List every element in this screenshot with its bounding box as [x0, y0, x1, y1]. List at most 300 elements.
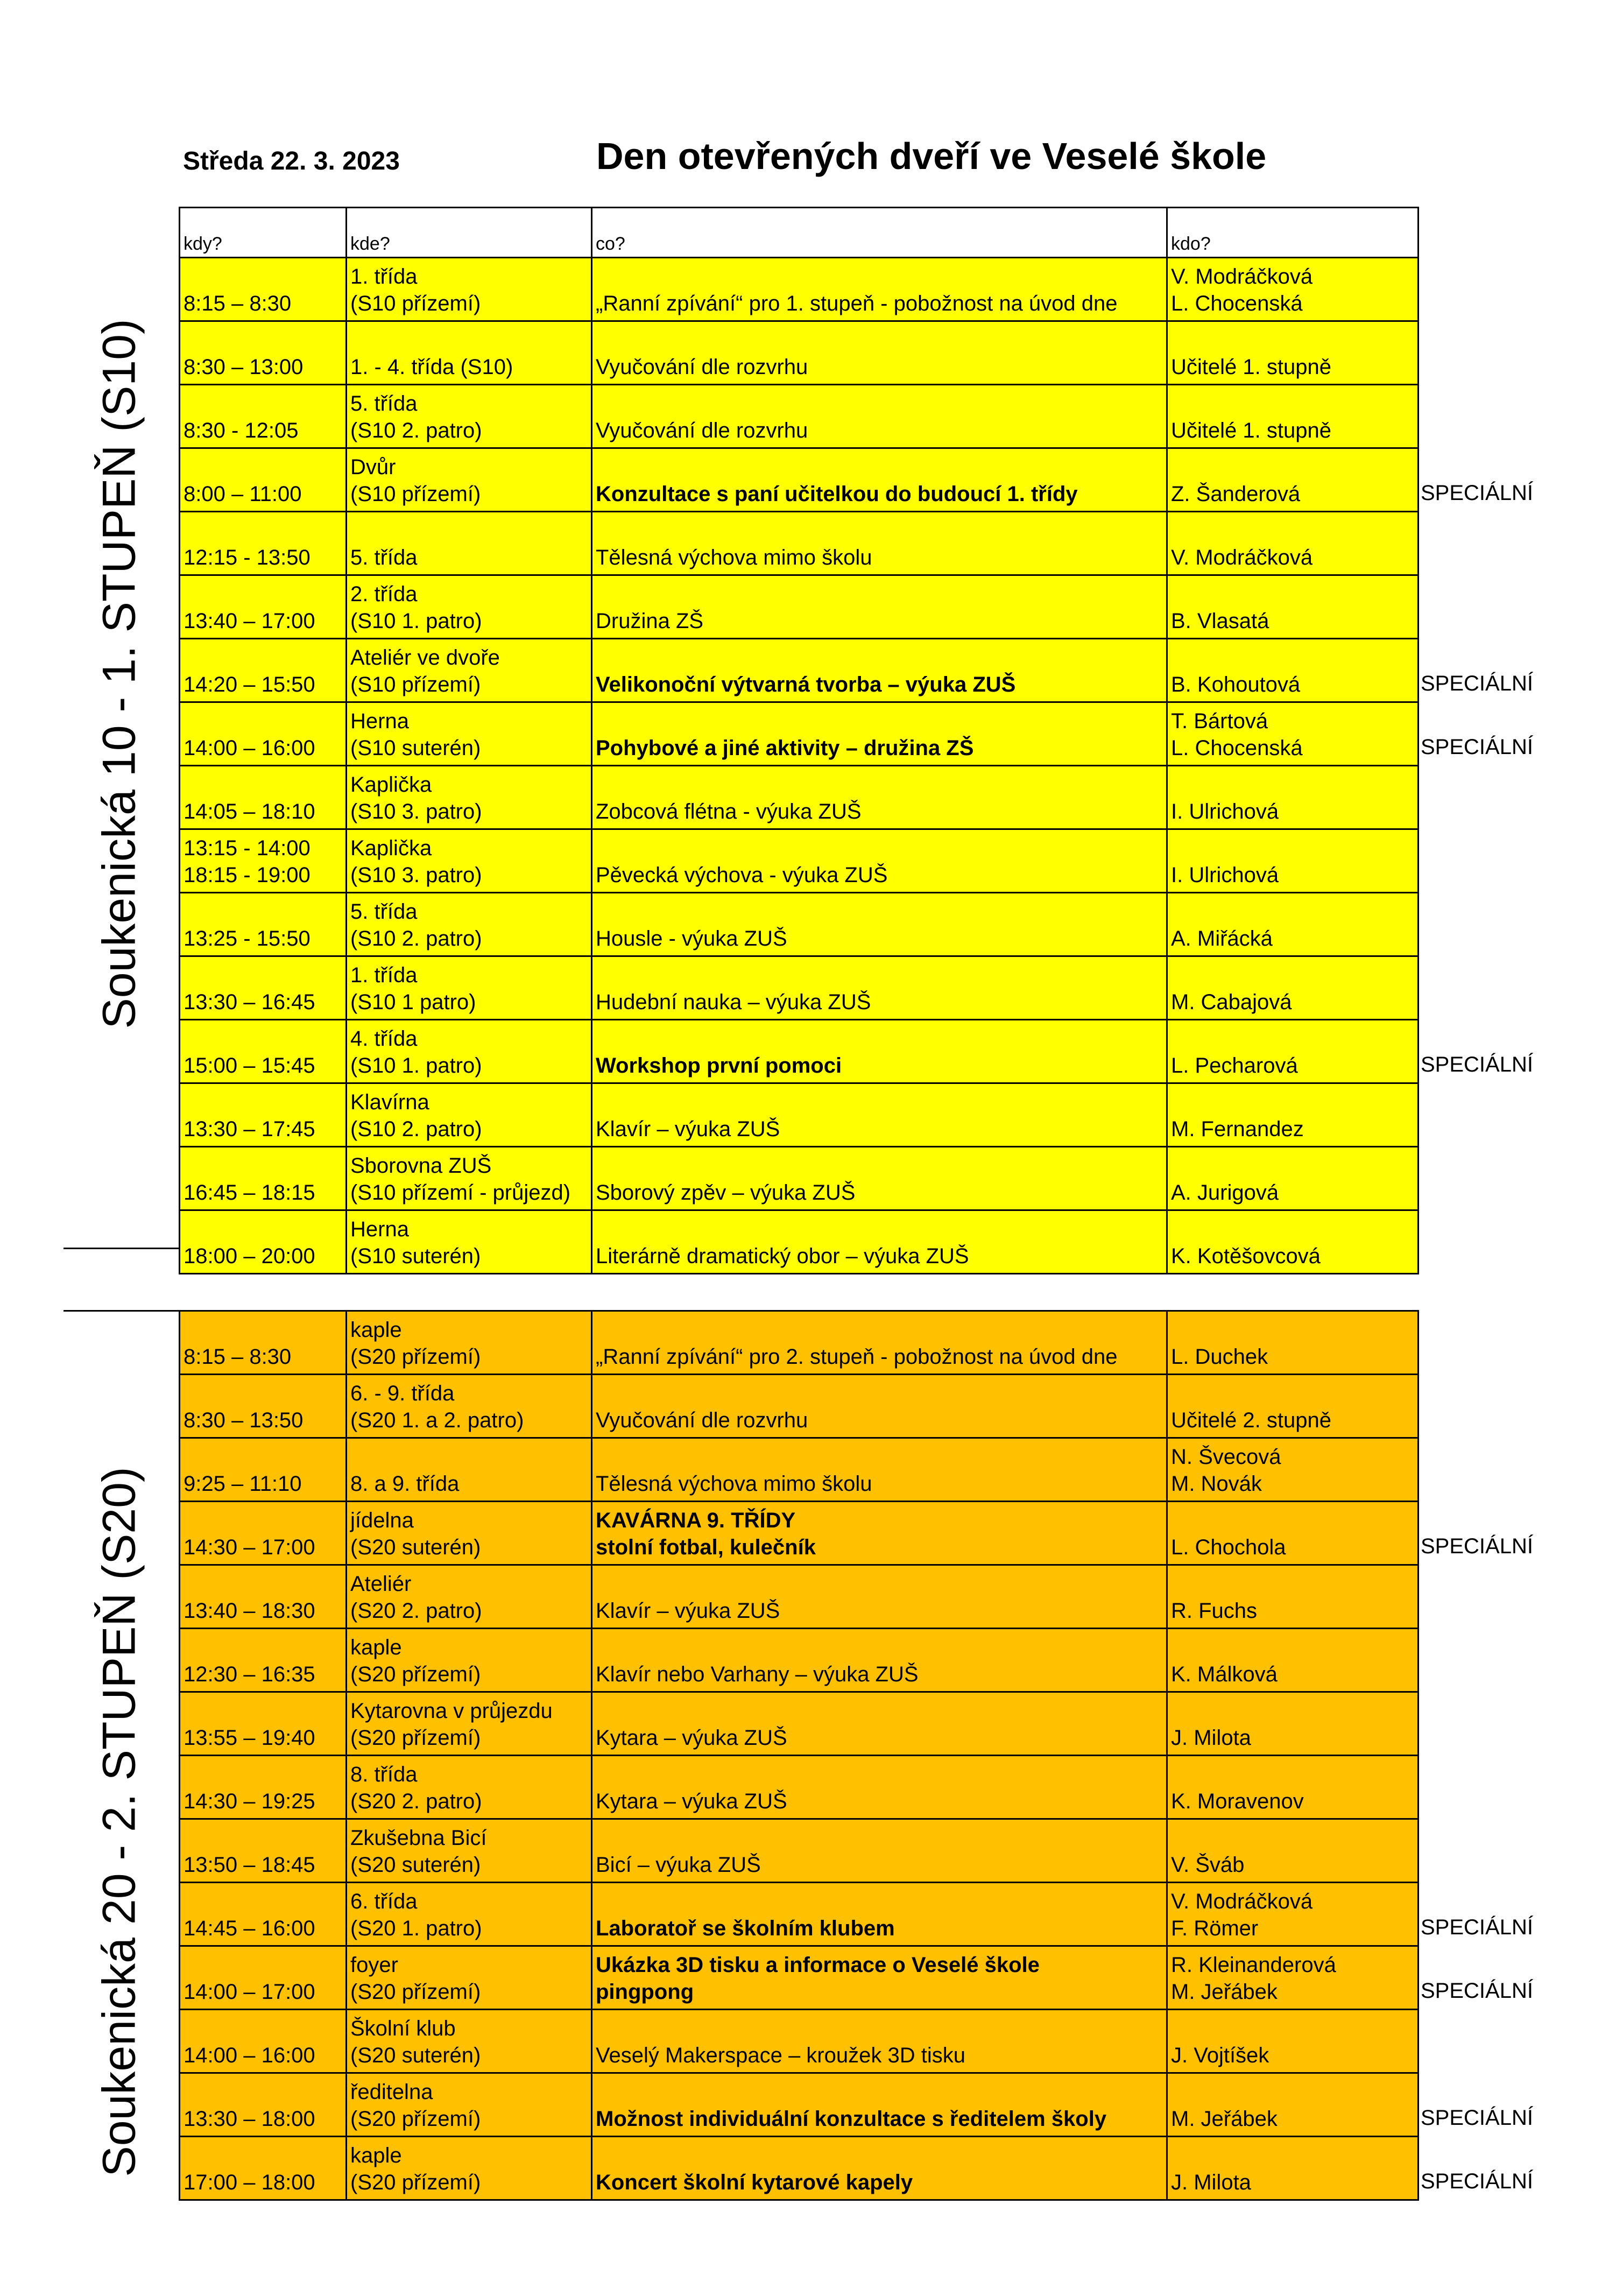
- cell-line: 14:30 – 17:00: [184, 1536, 315, 1559]
- cell-kde: [347, 385, 592, 448]
- cell-line: Družina ZŠ: [596, 609, 704, 633]
- section1-table-wrap: [179, 207, 1419, 1274]
- date-label: Středa 22. 3. 2023: [183, 147, 400, 175]
- table-row: [180, 1565, 1419, 1629]
- cell-line: Workshop první pomoci: [596, 1054, 842, 1077]
- cell-line: [1171, 2142, 1414, 2169]
- cell-kdo: [1167, 1629, 1419, 1692]
- table-row: [180, 1083, 1419, 1147]
- cell-line: [596, 2015, 1163, 2042]
- cell-line: [184, 1888, 342, 1915]
- table-row: [180, 1311, 1419, 1375]
- cell-line: 16:45 – 18:15: [184, 1181, 315, 1205]
- cell-line: 1. - 4. třída (S10): [350, 355, 513, 379]
- cell-line: Pěvecká výchova - výuka ZUŠ: [596, 863, 888, 887]
- cell-line: [1171, 581, 1414, 608]
- cell-line: [184, 1761, 342, 1788]
- cell-kdo: [1167, 258, 1419, 321]
- cell-line: (S10 suterén): [350, 736, 481, 760]
- special-label: SPECIÁLNÍ: [1421, 2106, 1533, 2130]
- special-label: SPECIÁLNÍ: [1421, 735, 1533, 759]
- cell-kdy: [180, 1756, 347, 1819]
- cell-line: 8. a 9. třída: [350, 1472, 460, 1496]
- header-kde: kde?: [347, 208, 592, 258]
- cell-line: 15:00 – 15:45: [184, 1054, 315, 1077]
- cell-kdo: [1167, 956, 1419, 1020]
- cell-line: L. Chocenská: [1171, 736, 1303, 760]
- table-row: [180, 258, 1419, 321]
- cell-line: L. Duchek: [1171, 1345, 1268, 1369]
- cell-line: 8:15 – 8:30: [184, 1345, 292, 1369]
- cell-line: 2. třída: [350, 582, 418, 606]
- cell-line: [184, 1216, 342, 1243]
- cell-kdo: [1167, 1147, 1419, 1210]
- table-row: [180, 1629, 1419, 1692]
- cell-kdy: [180, 1311, 347, 1375]
- cell-line: Pohybové a jiné aktivity – družina ZŠ: [596, 736, 974, 760]
- section2-divider: [63, 1310, 180, 1312]
- cell-line: 9:25 – 11:10: [184, 1472, 302, 1496]
- cell-kdo: [1167, 1502, 1419, 1565]
- cell-line: Učitelé 1. stupně: [1171, 419, 1331, 442]
- cell-co: [592, 1147, 1167, 1210]
- cell-line: [184, 2079, 342, 2105]
- cell-line: [350, 1443, 588, 1470]
- cell-kdy: [180, 321, 347, 385]
- cell-line: L. Pecharová: [1171, 1054, 1298, 1077]
- cell-co: [592, 829, 1167, 893]
- cell-kdo: [1167, 2010, 1419, 2073]
- cell-line: A. Jurigová: [1171, 1181, 1279, 1205]
- cell-line: [184, 1152, 342, 1179]
- cell-kdy: [180, 1565, 347, 1629]
- cell-line: (S20 1. a 2. patro): [350, 1408, 524, 1432]
- cell-line: Zobcová flétna - výuka ZUŠ: [596, 800, 862, 823]
- special-label: SPECIÁLNÍ: [1421, 2170, 1533, 2193]
- special-label: SPECIÁLNÍ: [1421, 1979, 1533, 2003]
- cell-co: [592, 1819, 1167, 1883]
- cell-line: 14:00 – 17:00: [184, 1980, 315, 2004]
- cell-line: [184, 1316, 342, 1343]
- table-row: [180, 2010, 1419, 2073]
- cell-kde: [347, 1210, 592, 1274]
- cell-line: [596, 1443, 1163, 1470]
- cell-line: [184, 517, 342, 544]
- cell-kdo: [1167, 766, 1419, 829]
- cell-line: (S20 suterén): [350, 2044, 481, 2067]
- cell-line: [596, 454, 1163, 481]
- cell-line: 13:50 – 18:45: [184, 1853, 315, 1877]
- cell-line: (S10 3. patro): [350, 863, 482, 887]
- cell-co: [592, 1083, 1167, 1147]
- cell-line: 12:15 - 13:50: [184, 546, 311, 569]
- cell-kdy: [180, 956, 347, 1020]
- cell-line: 4. třída: [350, 1027, 418, 1051]
- cell-kdy: [180, 1083, 347, 1147]
- cell-line: 8:15 – 8:30: [184, 292, 292, 315]
- cell-line: 8:30 – 13:50: [184, 1408, 304, 1432]
- page-title: Den otevřených dveří ve Veselé škole: [596, 135, 1267, 177]
- table-row: [180, 1438, 1419, 1502]
- cell-line: Klavír nebo Varhany – výuka ZUŠ: [596, 1663, 919, 1686]
- cell-line: 18:15 - 19:00: [184, 863, 311, 887]
- cell-line: 14:20 – 15:50: [184, 673, 315, 696]
- cell-line: 8:00 – 11:00: [184, 482, 302, 506]
- cell-kde: [347, 1565, 592, 1629]
- cell-line: 14:00 – 16:00: [184, 2044, 315, 2067]
- cell-line: [184, 581, 342, 608]
- cell-line: 17:00 – 18:00: [184, 2171, 315, 2194]
- cell-line: 8:30 - 12:05: [184, 419, 299, 442]
- cell-kde: [347, 1692, 592, 1756]
- cell-line: M. Jeřábek: [1171, 1980, 1278, 2004]
- cell-line: Školní klub: [350, 2017, 456, 2040]
- cell-kde: [347, 1629, 592, 1692]
- cell-line: [596, 390, 1163, 417]
- cell-line: [596, 1570, 1163, 1597]
- cell-kdo: [1167, 2073, 1419, 2137]
- cell-line: [184, 708, 342, 735]
- cell-line: [184, 644, 342, 671]
- cell-line: [596, 1634, 1163, 1661]
- cell-line: K. Málková: [1171, 1663, 1278, 1686]
- cell-line: (S10 2. patro): [350, 419, 482, 442]
- cell-co: [592, 321, 1167, 385]
- cell-line: Ateliér ve dvoře: [350, 646, 500, 670]
- cell-kdy: [180, 2010, 347, 2073]
- cell-line: jídelna: [350, 1509, 414, 1532]
- cell-kde: [347, 321, 592, 385]
- cell-line: [184, 1380, 342, 1407]
- cell-kdy: [180, 1147, 347, 1210]
- cell-line: 13:30 – 18:00: [184, 2107, 315, 2131]
- cell-line: 18:00 – 20:00: [184, 1244, 315, 1268]
- cell-kde: [347, 829, 592, 893]
- table-row: [180, 1375, 1419, 1438]
- cell-line: [596, 1825, 1163, 1851]
- cell-line: [1171, 771, 1414, 798]
- cell-line: [1171, 517, 1414, 544]
- cell-line: [184, 898, 342, 925]
- cell-line: M. Cabajová: [1171, 990, 1292, 1014]
- cell-line: [596, 327, 1163, 354]
- table-row: [180, 702, 1419, 766]
- table-row: [180, 1883, 1419, 1946]
- cell-kdo: [1167, 321, 1419, 385]
- cell-line: M. Jeřábek: [1171, 2107, 1278, 2131]
- cell-line: pingpong: [596, 1980, 694, 2004]
- cell-kdy: [180, 1819, 347, 1883]
- cell-kde: [347, 956, 592, 1020]
- cell-line: (S20 1. patro): [350, 1917, 482, 1940]
- cell-kdo: [1167, 575, 1419, 639]
- table-row: [180, 1147, 1419, 1210]
- cell-line: [184, 1634, 342, 1661]
- cell-co: [592, 2073, 1167, 2137]
- cell-line: [1171, 1507, 1414, 1534]
- cell-line: R. Kleinanderová: [1171, 1953, 1336, 1977]
- cell-line: (S10 1 patro): [350, 990, 476, 1014]
- cell-line: J. Milota: [1171, 1726, 1251, 1750]
- cell-line: [596, 1698, 1163, 1724]
- cell-co: [592, 1020, 1167, 1083]
- cell-line: 13:55 – 19:40: [184, 1726, 315, 1750]
- cell-line: M. Novák: [1171, 1472, 1262, 1496]
- cell-line: 5. třída: [350, 900, 418, 924]
- cell-kde: [347, 258, 592, 321]
- cell-kdo: [1167, 829, 1419, 893]
- cell-line: [596, 581, 1163, 608]
- section2-label-text: Soukenická 20 - 2. STUPEŇ (S20): [93, 1467, 145, 2177]
- cell-line: 13:30 – 17:45: [184, 1117, 315, 1141]
- cell-line: Kaplička: [350, 773, 432, 797]
- cell-line: (S20 přízemí): [350, 1726, 481, 1750]
- special-label: SPECIÁLNÍ: [1421, 481, 1533, 505]
- cell-co: [592, 702, 1167, 766]
- cell-line: [1171, 2079, 1414, 2105]
- cell-kdo: [1167, 1210, 1419, 1274]
- cell-line: [1171, 1380, 1414, 1407]
- cell-line: (S10 2. patro): [350, 1117, 482, 1141]
- cell-kdy: [180, 1210, 347, 1274]
- cell-co: [592, 575, 1167, 639]
- cell-line: B. Kohoutová: [1171, 673, 1301, 696]
- cell-kde: [347, 1819, 592, 1883]
- table-row: [180, 766, 1419, 829]
- cell-line: (S10 přízemí - průjezd): [350, 1181, 571, 1205]
- cell-line: [1171, 1152, 1414, 1179]
- cell-kdy: [180, 1883, 347, 1946]
- cell-kde: [347, 766, 592, 829]
- cell-line: [596, 2142, 1163, 2169]
- cell-line: [596, 1216, 1163, 1243]
- cell-line: K. Kotěšovcová: [1171, 1244, 1321, 1268]
- cell-line: [350, 327, 588, 354]
- cell-line: Tělesná výchova mimo školu: [596, 546, 872, 569]
- cell-line: 8:30 – 13:00: [184, 355, 304, 379]
- cell-kdo: [1167, 1020, 1419, 1083]
- cell-line: [1171, 1825, 1414, 1851]
- cell-line: A. Miřácká: [1171, 927, 1273, 950]
- cell-line: stolní fotbal, kulečník: [596, 1536, 816, 1559]
- table-row: [180, 1210, 1419, 1274]
- cell-co: [592, 448, 1167, 512]
- section1-divider: [63, 1248, 180, 1249]
- table-row: [180, 575, 1419, 639]
- cell-line: V. Modráčková: [1171, 265, 1313, 288]
- table-row: [180, 512, 1419, 575]
- cell-co: [592, 1210, 1167, 1274]
- cell-kde: [347, 1083, 592, 1147]
- cell-line: kaple: [350, 2144, 402, 2167]
- cell-line: [596, 771, 1163, 798]
- cell-line: 13:15 - 14:00: [184, 836, 311, 860]
- cell-line: T. Bártová: [1171, 709, 1268, 733]
- table-row: [180, 2073, 1419, 2137]
- cell-kdo: [1167, 1565, 1419, 1629]
- cell-line: [1171, 454, 1414, 481]
- cell-line: [184, 1952, 342, 1978]
- cell-line: 6. třída: [350, 1890, 418, 1913]
- cell-line: J. Milota: [1171, 2171, 1251, 2194]
- cell-co: [592, 1883, 1167, 1946]
- cell-line: Veselý Makerspace – kroužek 3D tisku: [596, 2044, 965, 2067]
- cell-line: foyer: [350, 1953, 398, 1977]
- cell-kde: [347, 2137, 592, 2200]
- cell-line: [596, 1761, 1163, 1788]
- table-row: [180, 1020, 1419, 1083]
- cell-line: [596, 1089, 1163, 1116]
- cell-line: [596, 1025, 1163, 1052]
- cell-line: „Ranní zpívání“ pro 2. stupeň - pobožnost na úvod dne: [596, 1345, 1118, 1369]
- table-row: [180, 2137, 1419, 2200]
- cell-kdo: [1167, 702, 1419, 766]
- cell-kdy: [180, 1438, 347, 1502]
- cell-line: Možnost individuální konzultace s ředitelem školy: [596, 2107, 1107, 2131]
- cell-kdy: [180, 702, 347, 766]
- cell-kdo: [1167, 448, 1419, 512]
- cell-kdy: [180, 385, 347, 448]
- cell-line: M. Fernandez: [1171, 1117, 1304, 1141]
- cell-line: Herna: [350, 709, 409, 733]
- cell-line: Tělesná výchova mimo školu: [596, 1472, 872, 1496]
- cell-line: 5. třída: [350, 546, 418, 569]
- special-label: SPECIÁLNÍ: [1421, 1915, 1533, 1939]
- cell-line: K. Moravenov: [1171, 1790, 1304, 1813]
- cell-kde: [347, 1883, 592, 1946]
- cell-kdo: [1167, 1819, 1419, 1883]
- cell-co: [592, 1946, 1167, 2010]
- cell-co: [592, 956, 1167, 1020]
- cell-line: (S20 přízemí): [350, 1663, 481, 1686]
- cell-kdy: [180, 1692, 347, 1756]
- cell-line: 13:40 – 17:00: [184, 609, 315, 633]
- cell-line: Vyučování dle rozvrhu: [596, 355, 808, 379]
- cell-co: [592, 512, 1167, 575]
- cell-kdo: [1167, 2137, 1419, 2200]
- cell-co: [592, 1311, 1167, 1375]
- cell-line: [596, 517, 1163, 544]
- cell-line: [184, 390, 342, 417]
- header-co: co?: [592, 208, 1167, 258]
- cell-line: Klavírna: [350, 1090, 429, 1114]
- cell-line: Zkušebna Bicí: [350, 1826, 487, 1850]
- cell-kdo: [1167, 385, 1419, 448]
- cell-co: [592, 639, 1167, 702]
- table-row: [180, 1756, 1419, 1819]
- special-label: SPECIÁLNÍ: [1421, 1053, 1533, 1076]
- cell-kdo: [1167, 1375, 1419, 1438]
- cell-kdo: [1167, 1883, 1419, 1946]
- cell-line: L. Chochola: [1171, 1536, 1286, 1559]
- cell-line: (S20 přízemí): [350, 1345, 481, 1369]
- cell-line: ředitelna: [350, 2080, 433, 2104]
- cell-co: [592, 1692, 1167, 1756]
- cell-line: Velikonoční výtvarná tvorba – výuka ZUŠ: [596, 673, 1016, 696]
- cell-kde: [347, 1438, 592, 1502]
- cell-kdo: [1167, 512, 1419, 575]
- cell-kde: [347, 893, 592, 956]
- table-row: [180, 893, 1419, 956]
- header-kdy: kdy?: [180, 208, 347, 258]
- cell-line: [184, 1698, 342, 1724]
- cell-line: [184, 1507, 342, 1534]
- cell-line: Housle - výuka ZUŠ: [596, 927, 787, 950]
- cell-line: (S20 přízemí): [350, 2107, 481, 2131]
- cell-line: Vyučování dle rozvrhu: [596, 1408, 808, 1432]
- section2-table-wrap: [179, 1310, 1419, 2201]
- cell-line: Laboratoř se školním klubem: [596, 1917, 895, 1940]
- cell-kdo: [1167, 1083, 1419, 1147]
- cell-line: [184, 2142, 342, 2169]
- section1-label-text: Soukenická 10 - 1. STUPEŇ (S10): [93, 319, 145, 1029]
- cell-line: 6. - 9. třída: [350, 1382, 455, 1405]
- cell-kde: [347, 639, 592, 702]
- cell-line: (S10 přízemí): [350, 673, 481, 696]
- cell-kdy: [180, 1946, 347, 2010]
- cell-line: 14:45 – 16:00: [184, 1917, 315, 1940]
- cell-kdy: [180, 1020, 347, 1083]
- cell-line: [184, 2015, 342, 2042]
- cell-line: kaple: [350, 1318, 402, 1342]
- cell-co: [592, 1438, 1167, 1502]
- cell-line: [1171, 1216, 1414, 1243]
- cell-line: [1171, 1761, 1414, 1788]
- cell-co: [592, 893, 1167, 956]
- cell-line: 13:30 – 16:45: [184, 990, 315, 1014]
- cell-line: Herna: [350, 1217, 409, 1241]
- cell-line: L. Chocenská: [1171, 292, 1303, 315]
- cell-co: [592, 1565, 1167, 1629]
- cell-kdy: [180, 1375, 347, 1438]
- cell-co: [592, 1756, 1167, 1819]
- cell-kdo: [1167, 639, 1419, 702]
- cell-line: [1171, 1025, 1414, 1052]
- cell-line: [350, 517, 588, 544]
- cell-line: V. Šváb: [1171, 1853, 1245, 1877]
- special-label: SPECIÁLNÍ: [1421, 1534, 1533, 1558]
- cell-kdy: [180, 893, 347, 956]
- cell-line: [1171, 1634, 1414, 1661]
- cell-kde: [347, 2010, 592, 2073]
- cell-line: Vyučování dle rozvrhu: [596, 419, 808, 442]
- cell-line: B. Vlasatá: [1171, 609, 1269, 633]
- cell-line: [1171, 1316, 1414, 1343]
- cell-co: [592, 2137, 1167, 2200]
- cell-line: (S10 1. patro): [350, 609, 482, 633]
- cell-kdy: [180, 2073, 347, 2137]
- cell-kdy: [180, 1629, 347, 1692]
- cell-line: [596, 835, 1163, 862]
- cell-line: Klavír – výuka ZUŠ: [596, 1599, 780, 1623]
- table-row: [180, 1946, 1419, 2010]
- cell-co: [592, 385, 1167, 448]
- cell-line: [184, 454, 342, 481]
- cell-kde: [347, 1375, 592, 1438]
- cell-line: N. Švecová: [1171, 1445, 1281, 1469]
- cell-line: [184, 771, 342, 798]
- cell-kdo: [1167, 1438, 1419, 1502]
- table-row: [180, 639, 1419, 702]
- header-kdo: kdo?: [1167, 208, 1419, 258]
- cell-line: (S10 3. patro): [350, 800, 482, 823]
- cell-kdy: [180, 766, 347, 829]
- cell-line: (S10 2. patro): [350, 927, 482, 950]
- cell-line: I. Ulrichová: [1171, 863, 1279, 887]
- cell-kdy: [180, 2137, 347, 2200]
- table-row: [180, 1502, 1419, 1565]
- cell-co: [592, 766, 1167, 829]
